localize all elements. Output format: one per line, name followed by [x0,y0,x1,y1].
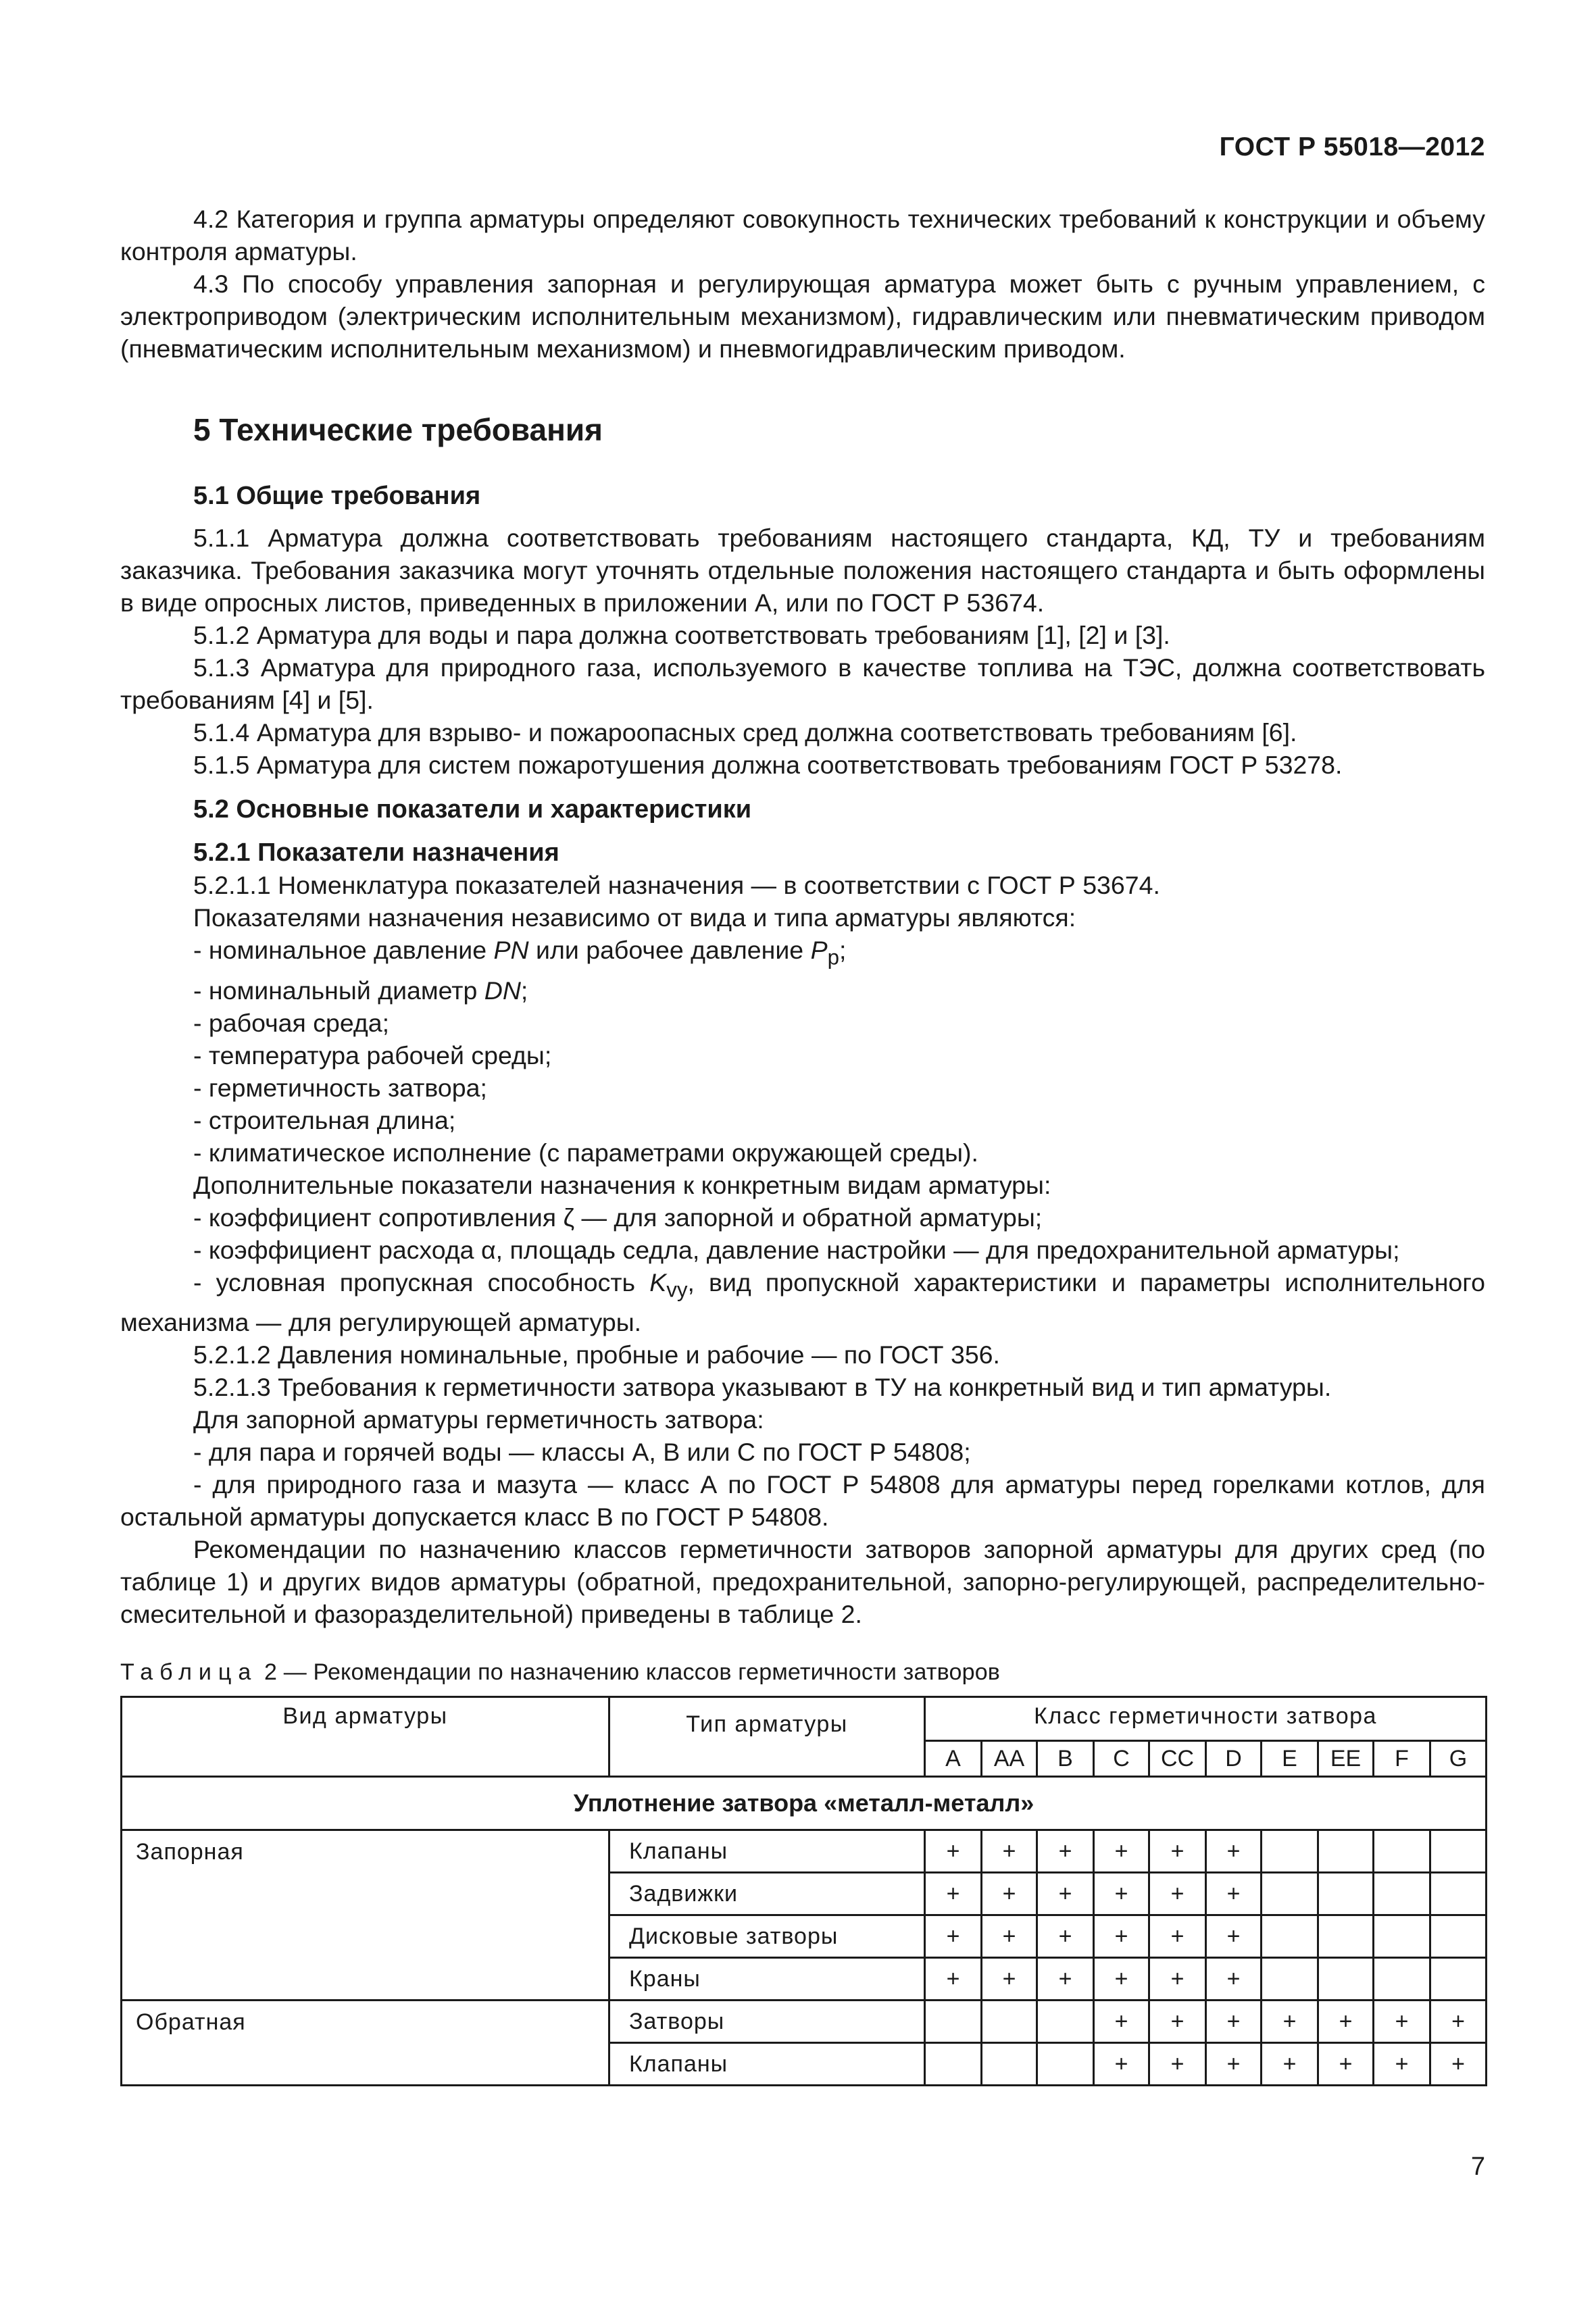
class-mark-cell: + [1149,1873,1206,1915]
class-mark-cell: + [925,1830,982,1873]
class-mark-cell: + [1037,1915,1094,1958]
class-mark-cell: + [1374,2043,1430,2086]
class-mark-cell: + [982,1915,1037,1958]
class-mark-cell [1318,1873,1374,1915]
valve-type-cell: Дисковые затворы [609,1915,925,1958]
table-section-title: Уплотнение затвора «металл-металл» [122,1777,1487,1830]
class-header-cc: CC [1149,1741,1206,1777]
paragraph-5-2-1-2: 5.2.1.2 Давления номинальные, пробные и рабочие — по ГОСТ 356. [193,1340,1000,1369]
document-header: ГОСТ Р 55018—2012 [1219,132,1485,161]
class-mark-cell [1318,1915,1374,1958]
class-header-f: F [1374,1741,1430,1777]
body-text [120,203,1485,1630]
paragraph-5-1-3: 5.1.3 Арматура для природного газа, используемого в качестве топлива на ТЭС, должна соответствовать требованиям [4] и [5]. [120,653,1485,714]
valve-kind-cell: Запорная [122,1830,609,2001]
class-mark-cell: + [1149,2001,1206,2043]
paragraph-5-1-2: 5.1.2 Арматура для воды и пара должна соответствовать требованиям [1], [2] и [3]. [193,621,1170,649]
class-header-aa: AA [982,1741,1037,1777]
class-mark-cell [1430,1915,1487,1958]
paragraph-5-1-4: 5.1.4 Арматура для взрыво- и пожароопасных сред должна соответствовать требованиям [6]. [193,718,1297,747]
paragraph-recommendations: Рекомендации по назначению классов герметичности затворов запорной арматуры для других сред (по таблице 1) и других видов арматуры (обратной, предохранительной, запорно-регулирующей, распределительно-смесительной и фазоразделительной) приведены в таблице 2. [120,1535,1485,1628]
class-header-ee: EE [1318,1741,1374,1777]
valve-type-cell: Затворы [609,2001,925,2043]
section-5-2-title: 5.2 Основные показатели и характеристики [193,795,752,824]
class-mark-cell [1037,2001,1094,2043]
class-mark-cell [1318,1958,1374,2001]
class-mark-cell: + [1430,2043,1487,2086]
list-item-pressure: - номинальное давление PN или рабочее давление $P_р$; [193,936,847,970]
class-mark-cell: + [982,1830,1037,1873]
section-5-1-title: 5.1 Общие требования [193,482,481,510]
class-mark-cell: + [1206,2043,1262,2086]
paragraph-5-2-1-1: 5.2.1.1 Номенклатура показателей назначения — в соответствии с ГОСТ Р 53674. [193,871,1160,899]
class-mark-cell: + [1318,2043,1374,2086]
class-mark-cell: + [1262,2043,1318,2086]
class-mark-cell: + [1206,1873,1262,1915]
class-mark-cell: + [1430,2001,1487,2043]
class-mark-cell: + [1094,2001,1149,2043]
list-item-flow-coefficient: - коэффициент расхода α, площадь седла, давление настройки — для предохранительной арматуры; [193,1235,1400,1264]
page-number: 7 [1470,2153,1485,2181]
class-mark-cell: + [982,1958,1037,2001]
class-mark-cell [982,2043,1037,2086]
class-mark-cell: + [1094,2043,1149,2086]
class-mark-cell [1374,1958,1430,2001]
class-mark-cell: + [1037,1958,1094,2001]
paragraph-5-2-1-3: 5.2.1.3 Требования к герметичности затвора указывают в ТУ на конкретный вид и тип арматуры. [193,1373,1332,1401]
class-header-c: C [1094,1741,1149,1777]
section-5-2-1-title: 5.2.1 Показатели назначения [193,838,559,867]
class-mark-cell [1374,1873,1430,1915]
class-mark-cell: + [1206,1830,1262,1873]
paragraph-indicators-intro: Показателями назначения независимо от вида и типа арматуры являются: [193,903,1076,932]
document-page [120,0,1485,2314]
class-mark-cell: + [982,1873,1037,1915]
section-5-title: 5 Технические требования [193,412,603,447]
column-header-type: Тип арматуры [609,1697,925,1777]
list-item-capacity: - условная пропускная способность $K_{vy}$, вид пропускной характеристики и параметры исполнительного механизма — для регулирующей арматуры. [120,1267,1485,1336]
table-caption: Таблица 2 — Рекомендации по назначению классов герметичности затворов [120,1659,1001,1685]
paragraph-5-1-5: 5.1.5 Арматура для систем пожаротушения должна соответствовать требованиям ГОСТ Р 53278. [193,751,1343,779]
list-item-medium: - рабочая среда; [193,1008,390,1037]
list-item-gas-fuel-oil: - для природного газа и мазута — класс А по ГОСТ Р 54808 для арматуры перед горелками котлов, для остальной арматуры допускается класс В по ГОСТ Р 54808. [120,1470,1485,1531]
column-header-class: Класс герметичности затвора [925,1697,1487,1741]
paragraph-4-3: 4.3 По способу управления запорная и регулирующая арматура может быть с ручным управлением, с электроприводом (электрическим исполнительным механизмом), гидравлическим или пневматическим приводом (пневматическим исполнительным механизмом) и пневмогидравлическим приводом. [120,270,1485,363]
class-mark-cell: + [1206,2001,1262,2043]
class-mark-cell [1037,2043,1094,2086]
class-mark-cell: + [1206,1958,1262,2001]
column-header-kind: Вид арматуры [122,1697,609,1777]
class-mark-cell [1374,1915,1430,1958]
list-item-length: - строительная длина; [193,1105,456,1134]
class-mark-cell [1318,1830,1374,1873]
paragraph-additional-intro: Дополнительные показатели назначения к конкретным видам арматуры: [193,1170,1051,1199]
class-mark-cell: + [1149,1915,1206,1958]
paragraph-4-2: 4.2 Категория и группа арматуры определяют совокупность технических требований к конструкции и объему контроля арматуры. [120,205,1485,266]
class-header-b: B [1037,1741,1094,1777]
class-mark-cell: + [1318,2001,1374,2043]
table-row [122,2001,1487,2043]
class-mark-cell: + [1149,2043,1206,2086]
class-header-g: G [1430,1741,1487,1777]
valve-type-cell: Клапаны [609,1830,925,1873]
tightness-classes-table [120,1696,1487,2086]
class-mark-cell: + [1206,1915,1262,1958]
class-header-e: E [1262,1741,1318,1777]
valve-type-cell: Краны [609,1958,925,2001]
valve-type-cell: Задвижки [609,1873,925,1915]
list-item-resistance: - коэффициент сопротивления ζ — для запорной и обратной арматуры; [193,1203,1043,1232]
class-header-a: A [925,1741,982,1777]
class-mark-cell [925,2043,982,2086]
class-mark-cell: + [1094,1958,1149,2001]
class-mark-cell [1430,1873,1487,1915]
paragraph-shutoff-tightness: Для запорной арматуры герметичность затвора: [193,1405,764,1434]
valve-kind-cell: Обратная [122,2001,609,2086]
class-header-d: D [1206,1741,1262,1777]
list-item-temperature: - температура рабочей среды; [193,1040,552,1070]
paragraph-5-1-1: 5.1.1 Арматура должна соответствовать требованиям настоящего стандарта, КД, ТУ и требованиям заказчика. Требования заказчика могут уточнять отдельные положения настоящего стандарта и быть оформлены в виде опросных листов, приведенных в приложении А, или по ГОСТ Р 53674. [120,524,1485,617]
list-item-diameter: - номинальный диаметр DN; [193,976,528,1005]
class-mark-cell [1262,1873,1318,1915]
class-mark-cell [925,2001,982,2043]
class-mark-cell: + [1094,1873,1149,1915]
class-mark-cell [1430,1830,1487,1873]
class-mark-cell: + [925,1873,982,1915]
class-mark-cell: + [1094,1830,1149,1873]
class-mark-cell [1374,1830,1430,1873]
class-mark-cell [1262,1915,1318,1958]
class-mark-cell: + [1037,1830,1094,1873]
class-mark-cell: + [1374,2001,1430,2043]
class-mark-cell: + [1149,1958,1206,2001]
valve-type-cell: Клапаны [609,2043,925,2086]
class-mark-cell: + [1149,1830,1206,1873]
class-mark-cell [1262,1830,1318,1873]
list-item-steam-water: - для пара и горячей воды — классы А, В или С по ГОСТ Р 54808; [193,1438,971,1466]
table-row [122,1830,1487,1873]
class-mark-cell: + [1094,1915,1149,1958]
class-mark-cell: + [925,1958,982,2001]
table-body [122,1697,1487,2086]
list-item-climate: - климатическое исполнение (с параметрами окружающей среды). [193,1138,978,1167]
class-mark-cell: + [1037,1873,1094,1915]
class-mark-cell [1430,1958,1487,2001]
class-mark-cell: + [925,1915,982,1958]
class-mark-cell [982,2001,1037,2043]
list-item-tightness: - герметичность затвора; [193,1073,487,1102]
class-mark-cell: + [1262,2001,1318,2043]
class-mark-cell [1262,1958,1318,2001]
